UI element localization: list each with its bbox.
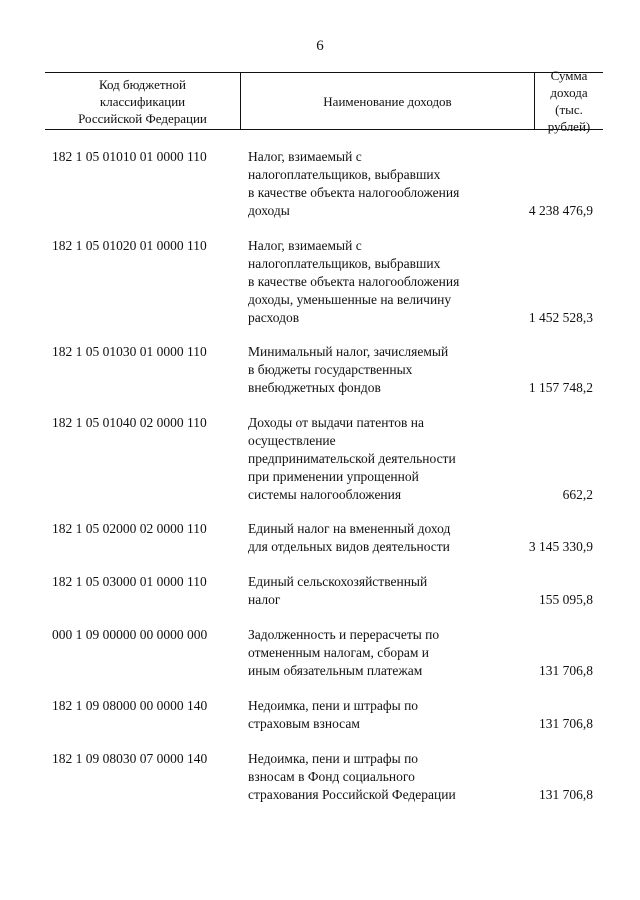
row-amount: 131 706,8	[539, 663, 593, 678]
row-name-line: Минимальный налог, зачисляемый	[248, 344, 449, 359]
header-name-line: Наименование доходов	[323, 93, 452, 109]
row-name-line: иным обязательным платежам	[248, 663, 423, 678]
table-row	[0, 697, 640, 733]
row-amount: 131 706,8	[539, 787, 593, 802]
row-name-line: внебюджетных фондов	[248, 380, 381, 395]
row-amount: 3 145 330,9	[528, 539, 593, 554]
table-row	[0, 520, 640, 556]
header-sum-line: (тыс. рублей)	[547, 102, 591, 134]
row-name-line: взносам в Фонд социального	[248, 769, 415, 784]
table-header	[45, 68, 603, 134]
row-name	[248, 148, 513, 220]
header-code-line: Код бюджетной	[99, 76, 186, 92]
row-name-line: Единый налог на вмененный доход	[248, 521, 451, 536]
row-name-line: Доходы от выдачи патентов на	[248, 415, 424, 430]
row-code: 182 1 05 01040 02 0000 110	[52, 415, 207, 430]
row-name	[248, 626, 513, 680]
row-code: 000 1 09 00000 00 0000 000	[52, 627, 208, 642]
row-name	[248, 750, 513, 804]
header-sum-line: Сумма дохода	[550, 68, 588, 100]
row-amount: 662,2	[562, 487, 593, 502]
row-name-line: расходов	[248, 310, 300, 325]
row-amount: 1 452 528,3	[528, 310, 593, 325]
row-name-line: страховым взносам	[248, 716, 360, 731]
page-number: 6	[316, 38, 324, 54]
row-amount: 1 157 748,2	[528, 380, 593, 395]
row-name-line: страхования Российской Федерации	[248, 787, 456, 802]
table-row	[0, 414, 640, 504]
row-name	[248, 237, 513, 327]
row-name	[248, 573, 513, 609]
row-name-line: Налог, взимаемый с	[248, 238, 362, 253]
row-code: 182 1 05 01030 01 0000 110	[52, 344, 207, 359]
row-code: 182 1 09 08030 07 0000 140	[52, 751, 208, 766]
header-code-column	[45, 73, 241, 129]
row-name-line: налогоплательщиков, выбравших	[248, 167, 441, 182]
row-name	[248, 343, 513, 397]
table-row	[0, 626, 640, 680]
header-name-column	[241, 73, 535, 129]
table-row	[0, 750, 640, 804]
row-code: 182 1 09 08000 00 0000 140	[52, 698, 208, 713]
row-name-line: в качестве объекта налогообложения	[248, 185, 460, 200]
row-code: 182 1 05 03000 01 0000 110	[52, 574, 207, 589]
table-body	[0, 148, 640, 804]
row-name-line: осуществление	[248, 433, 336, 448]
row-name-line: системы налогообложения	[248, 487, 402, 502]
row-name-line: предпринимательской деятельности	[248, 451, 456, 466]
row-code: 182 1 05 02000 02 0000 110	[52, 521, 207, 536]
row-name	[248, 697, 513, 733]
row-name-line: Недоимка, пени и штрафы по	[248, 751, 419, 766]
header-code-line: Российской Федерации	[78, 110, 207, 126]
row-name-line: отмененным налогам, сборам и	[248, 645, 429, 660]
row-code: 182 1 05 01010 01 0000 110	[52, 149, 207, 164]
header-sum-column	[535, 68, 603, 134]
row-name	[248, 520, 513, 556]
row-name	[248, 414, 513, 504]
row-name-line: в качестве объекта налогообложения	[248, 274, 460, 289]
row-name-line: доходы	[248, 203, 290, 218]
row-name-line: в бюджеты государственных	[248, 362, 413, 377]
header-code-line: классификации	[99, 93, 186, 109]
table-row	[0, 343, 640, 397]
row-amount: 4 238 476,9	[528, 203, 593, 218]
table-row	[0, 237, 640, 327]
row-name-line: налог	[248, 592, 281, 607]
row-amount: 155 095,8	[539, 592, 593, 607]
row-amount: 131 706,8	[539, 716, 593, 731]
table-row	[0, 148, 640, 220]
row-name-line: Недоимка, пени и штрафы по	[248, 698, 419, 713]
row-code: 182 1 05 01020 01 0000 110	[52, 238, 207, 253]
row-name-line: Налог, взимаемый с	[248, 149, 362, 164]
row-name-line: Задолженность и перерасчеты по	[248, 627, 440, 642]
row-name-line: Единый сельскохозяйственный	[248, 574, 428, 589]
row-name-line: при применении упрощенной	[248, 469, 419, 484]
row-name-line: доходы, уменьшенные на величину	[248, 292, 452, 307]
table-row	[0, 573, 640, 609]
row-name-line: налогоплательщиков, выбравших	[248, 256, 441, 271]
row-name-line: для отдельных видов деятельности	[248, 539, 450, 554]
